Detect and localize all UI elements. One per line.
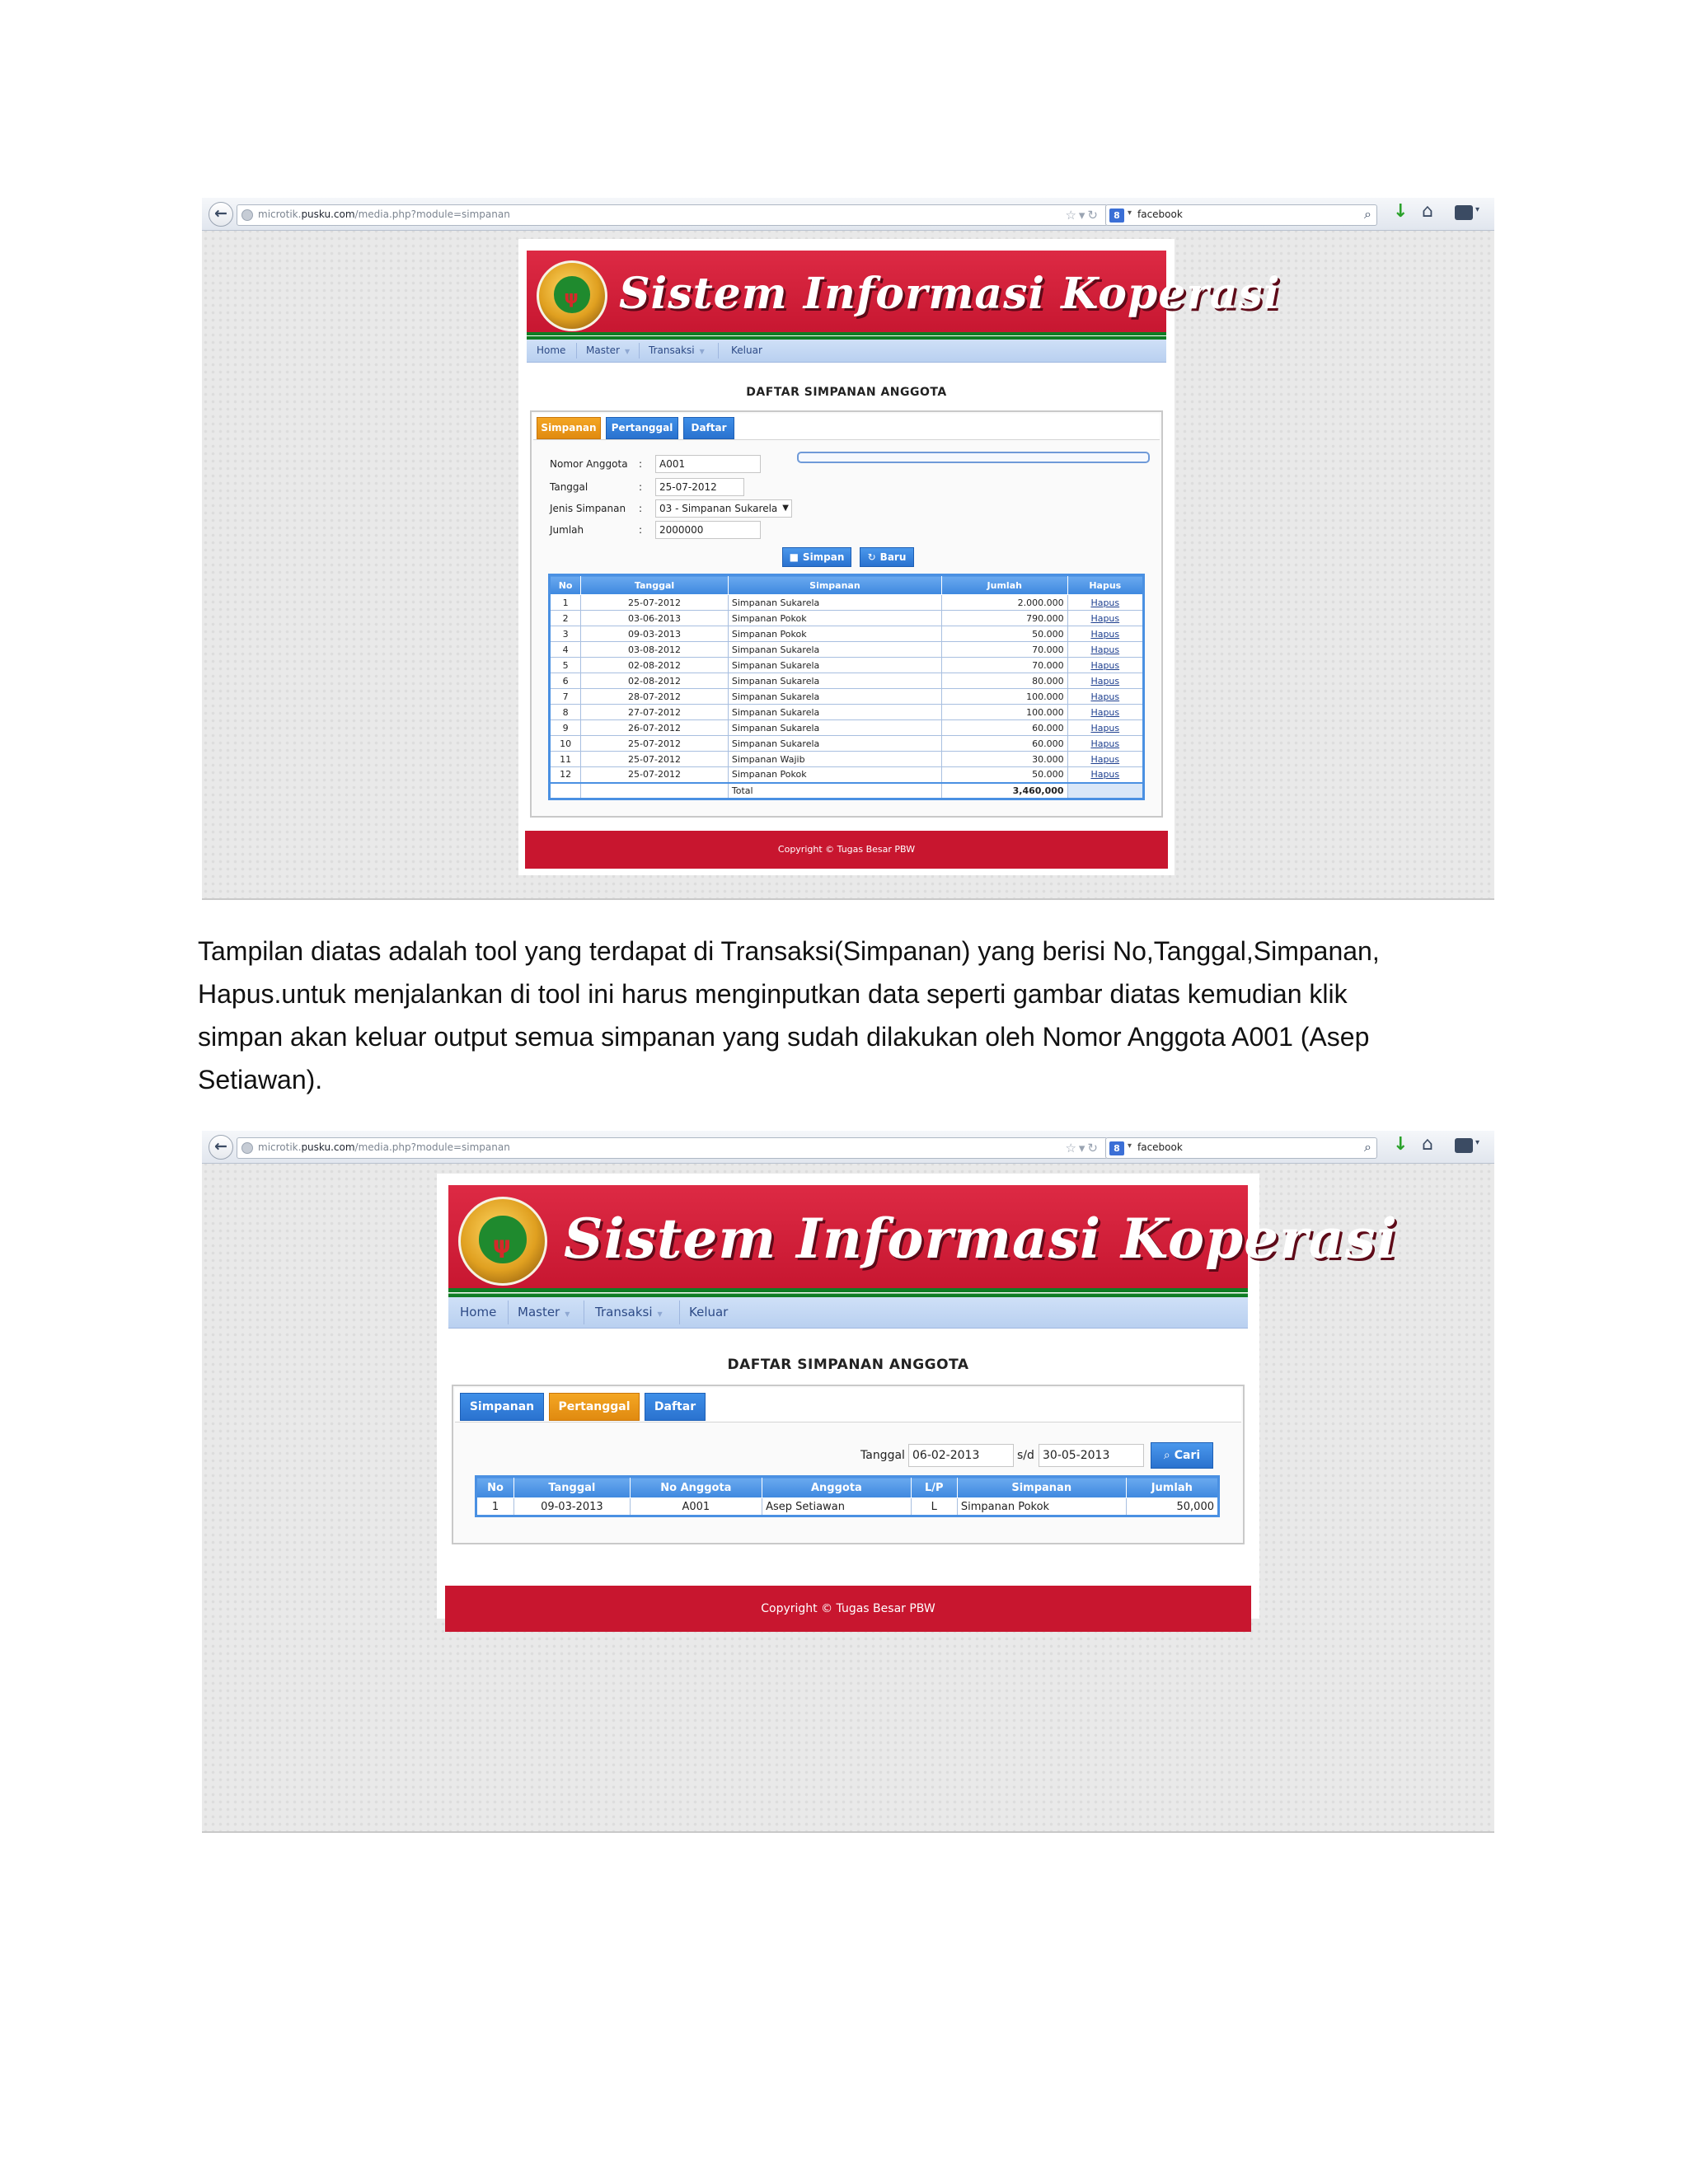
footer: Copyright © Tugas Besar PBW [525,831,1168,869]
column-header: L/P [911,1477,957,1498]
page-title: DAFTAR SIMPANAN ANGGOTA [746,386,947,399]
table-cell: 5 [550,658,581,673]
tanggal-from-input[interactable]: 06-02-2013 [908,1444,1014,1467]
search-icon: ⌕ [1163,1449,1170,1462]
table-cell: 50.000 [941,767,1067,783]
table-cell: Simpanan Sukarela [728,720,941,736]
pertanggal-table [475,1475,1220,1517]
table-cell: 8 [550,705,581,720]
table-cell: 09-03-2013 [581,626,729,642]
screenshot-simpanan [202,198,1494,900]
table-row [550,736,1144,752]
back-icon[interactable]: ← [209,1135,233,1160]
google-icon[interactable]: 8 [1109,1141,1124,1155]
table-cell: Simpanan Pokok [957,1498,1126,1516]
jumlah-input[interactable]: 2000000 [655,521,761,539]
table-cell: Simpanan Pokok [728,767,941,783]
colon: : [639,481,643,493]
simpanan-panel [530,410,1163,818]
table-cell: Simpanan Wajib [728,752,941,767]
menu-keluar[interactable]: Keluar [689,1305,729,1319]
tab-bar [533,414,1160,440]
column-header: Tanggal [581,575,729,595]
table-cell: 2.000.000 [941,595,1067,611]
tanggal-label: Tanggal [550,481,588,493]
bookmark-star-icon[interactable]: ☆▾↻ [1065,1141,1100,1155]
table-cell: Simpanan Pokok [728,626,941,642]
table-cell: 09-03-2013 [514,1498,630,1516]
column-header: Simpanan [957,1477,1126,1498]
column-header: No [550,575,581,595]
table-cell: 30.000 [941,752,1067,767]
url-text: microtik.pusku.com/media.php?module=simpanan [258,209,510,220]
table-cell: Simpanan Sukarela [728,642,941,658]
globe-icon [241,209,253,221]
main-menu [448,1297,1248,1329]
table-cell: 02-08-2012 [581,673,729,689]
table-cell: Simpanan Sukarela [728,736,941,752]
app-title: Sistem Informasi Koperasi [564,1207,1398,1271]
tanggal-input[interactable]: 25-07-2012 [655,478,744,496]
column-header: No [476,1477,514,1498]
nomor-anggota-label: Nomor Anggota [550,458,628,470]
table-cell: 100.000 [941,689,1067,705]
table-cell: 70.000 [941,642,1067,658]
search-icon[interactable]: ⌕ [1364,1139,1372,1155]
column-header: Jumlah [1126,1477,1218,1498]
save-icon: ■ [789,551,799,563]
table-cell: 1 [550,595,581,611]
hapus-link[interactable]: Hapus [1067,626,1143,642]
chevron-down-icon: ▾ [1475,1138,1480,1147]
table-cell: 50.000 [941,626,1067,642]
menu-keluar[interactable]: Keluar [731,344,762,356]
search-bar[interactable] [1105,204,1377,226]
pertanggal-panel [452,1385,1245,1544]
koperasi-logo-icon: ψ [537,260,607,331]
table-cell: 03-08-2012 [581,642,729,658]
hapus-link[interactable]: Hapus [1067,689,1143,705]
hapus-link[interactable]: Hapus [1067,595,1143,611]
table-row [550,642,1144,658]
table-cell: Simpanan Sukarela [728,705,941,720]
tab-simpanan[interactable]: Simpanan [460,1393,544,1421]
main-menu [527,340,1166,363]
table-cell: Simpanan Sukarela [728,689,941,705]
table-cell: L [911,1498,957,1516]
menu-master[interactable]: Master ▼ [518,1305,570,1319]
tab-daftar[interactable]: Daftar [645,1393,706,1421]
table-cell: 11 [550,752,581,767]
hapus-link[interactable]: Hapus [1067,611,1143,626]
koperasi-logo-icon: ψ [458,1197,547,1286]
home-icon[interactable]: ⌂ [1422,201,1433,222]
table-cell: 3 [550,626,581,642]
table-cell: 80.000 [941,673,1067,689]
globe-icon [241,1142,253,1154]
table-row [550,705,1144,720]
table-cell: 03-06-2013 [581,611,729,626]
app-banner [527,251,1281,340]
table-cell: 70.000 [941,658,1067,673]
search-text: facebook [1137,1141,1183,1153]
table-cell: 25-07-2012 [581,752,729,767]
table-cell: A001 [630,1498,762,1516]
table-cell: 25-07-2012 [581,736,729,752]
tab-daftar[interactable]: Daftar [683,417,734,439]
footer: Copyright © Tugas Besar PBW [445,1586,1251,1632]
table-cell: 100.000 [941,705,1067,720]
jumlah-label: Jumlah [550,524,584,536]
url-text: microtik.pusku.com/media.php?module=simpanan [258,1141,510,1153]
download-icon[interactable]: ↓ [1393,201,1409,222]
table-cell: 12 [550,767,581,783]
menu-transaksi[interactable]: Transaksi ▼ [649,344,705,356]
menu-home[interactable]: Home [537,344,566,356]
hapus-link[interactable]: Hapus [1067,658,1143,673]
progress-bar [797,452,1150,463]
table-cell: 27-07-2012 [581,705,729,720]
table-row [550,720,1144,736]
download-icon[interactable]: ↓ [1393,1134,1409,1155]
colon: : [639,458,643,470]
table-cell: 25-07-2012 [581,767,729,783]
tab-pertanggal[interactable]: Pertanggal [606,417,678,439]
address-bar[interactable] [237,204,1108,226]
jenis-simpanan-label: Jenis Simpanan [550,503,626,514]
search-bar[interactable] [1105,1137,1377,1159]
table-cell: 60.000 [941,736,1067,752]
caption-paragraph [198,930,1517,1101]
hapus-link[interactable]: Hapus [1067,720,1143,736]
table-cell: 02-08-2012 [581,658,729,673]
chevron-down-icon: ▾ [1475,205,1480,214]
chevron-down-icon: ▾ [1128,209,1132,218]
table-cell: Simpanan Pokok [728,611,941,626]
table-cell: 7 [550,689,581,705]
caption-line: Hapus.untuk menjalankan di tool ini harus menginputkan data seperti gambar diatas kemudian klik [198,979,1348,1009]
hapus-link[interactable]: Hapus [1067,736,1143,752]
table-cell: Simpanan Sukarela [728,673,941,689]
menu-master[interactable]: Master ▼ [586,344,631,356]
simpanan-table [548,574,1145,800]
column-header: No Anggota [630,1477,762,1498]
table-cell: 2 [550,611,581,626]
menu-transaksi[interactable]: Transaksi ▼ [595,1305,663,1319]
google-icon[interactable]: 8 [1109,209,1124,223]
table-row [550,626,1144,642]
table-row [550,658,1144,673]
table-row [550,752,1144,767]
bookmark-star-icon[interactable]: ☆▾↻ [1065,208,1100,223]
column-header: Jumlah [941,575,1067,595]
hapus-link[interactable]: Hapus [1067,705,1143,720]
simpan-button[interactable]: ■ Simpan [782,547,851,567]
table-cell: 25-07-2012 [581,595,729,611]
table-cell: 50,000 [1126,1498,1218,1516]
tab-bar [455,1388,1241,1422]
jenis-simpanan-select[interactable]: 03 - Simpanan Sukarela ▼ [655,499,792,518]
tanggal-to-input[interactable]: 30-05-2013 [1039,1444,1144,1467]
browser-toolbar [202,1131,1494,1164]
total-label: Total [728,783,941,799]
caption-line: simpan akan keluar output semua simpanan yang sudah dilakukan oleh Nomor Anggota A001 (Asep [198,1022,1370,1052]
table-row [550,689,1144,705]
refresh-icon: ↻ [867,551,876,563]
caption-line: Tampilan diatas adalah tool yang terdapat di Transaksi(Simpanan) yang berisi No,Tanggal,Simpanan, [198,936,1380,966]
cari-button[interactable]: ⌕ Cari [1151,1442,1213,1469]
table-row [550,767,1144,783]
menu-home[interactable]: Home [460,1305,497,1319]
table-row [550,611,1144,626]
column-header: Anggota [762,1477,912,1498]
tab-pertanggal[interactable]: Pertanggal [549,1393,640,1421]
hapus-link[interactable]: Hapus [1067,767,1143,783]
hapus-link[interactable]: Hapus [1067,642,1143,658]
table-cell: 26-07-2012 [581,720,729,736]
hapus-link[interactable]: Hapus [1067,673,1143,689]
column-header: Hapus [1067,575,1143,595]
table-row [550,595,1144,611]
screenshot-pertanggal [202,1131,1494,1833]
table-cell: Simpanan Sukarela [728,658,941,673]
colon: : [639,524,643,536]
colon: : [639,503,643,514]
home-icon[interactable]: ⌂ [1422,1134,1433,1155]
address-bar[interactable] [237,1137,1108,1159]
app-banner [448,1185,1398,1297]
search-icon[interactable]: ⌕ [1364,206,1372,222]
browser-toolbar [202,198,1494,231]
table-cell: 28-07-2012 [581,689,729,705]
web-page [437,1174,1398,1619]
table-cell: 6 [550,673,581,689]
nomor-anggota-input[interactable]: A001 [655,455,761,473]
table-cell: 10 [550,736,581,752]
web-page [518,239,1281,875]
menu-icon[interactable] [1455,205,1473,220]
hapus-link[interactable]: Hapus [1067,752,1143,767]
column-header: Simpanan [728,575,941,595]
table-cell: Asep Setiawan [762,1498,912,1516]
table-cell: 1 [476,1498,514,1516]
column-header: Tanggal [514,1477,630,1498]
table-cell: 4 [550,642,581,658]
table-row [476,1498,1219,1516]
search-text: facebook [1137,209,1183,220]
menu-icon[interactable] [1455,1138,1473,1153]
baru-button[interactable]: ↻ Baru [860,547,914,567]
tanggal-label: Tanggal [860,1449,905,1462]
table-cell: 60.000 [941,720,1067,736]
chevron-down-icon: ▼ [782,504,789,513]
page-title: DAFTAR SIMPANAN ANGGOTA [727,1357,969,1373]
back-icon[interactable]: ← [209,202,233,227]
chevron-down-icon: ▾ [1128,1141,1132,1151]
table-cell: 790.000 [941,611,1067,626]
sd-label: s/d [1017,1449,1034,1462]
app-title: Sistem Informasi Koperasi [619,269,1281,319]
table-row [550,673,1144,689]
table-cell: Simpanan Sukarela [728,595,941,611]
table-cell: 9 [550,720,581,736]
total-value: 3,460,000 [941,783,1067,799]
tab-simpanan[interactable]: Simpanan [537,417,601,439]
caption-line: Setiawan). [198,1065,323,1094]
